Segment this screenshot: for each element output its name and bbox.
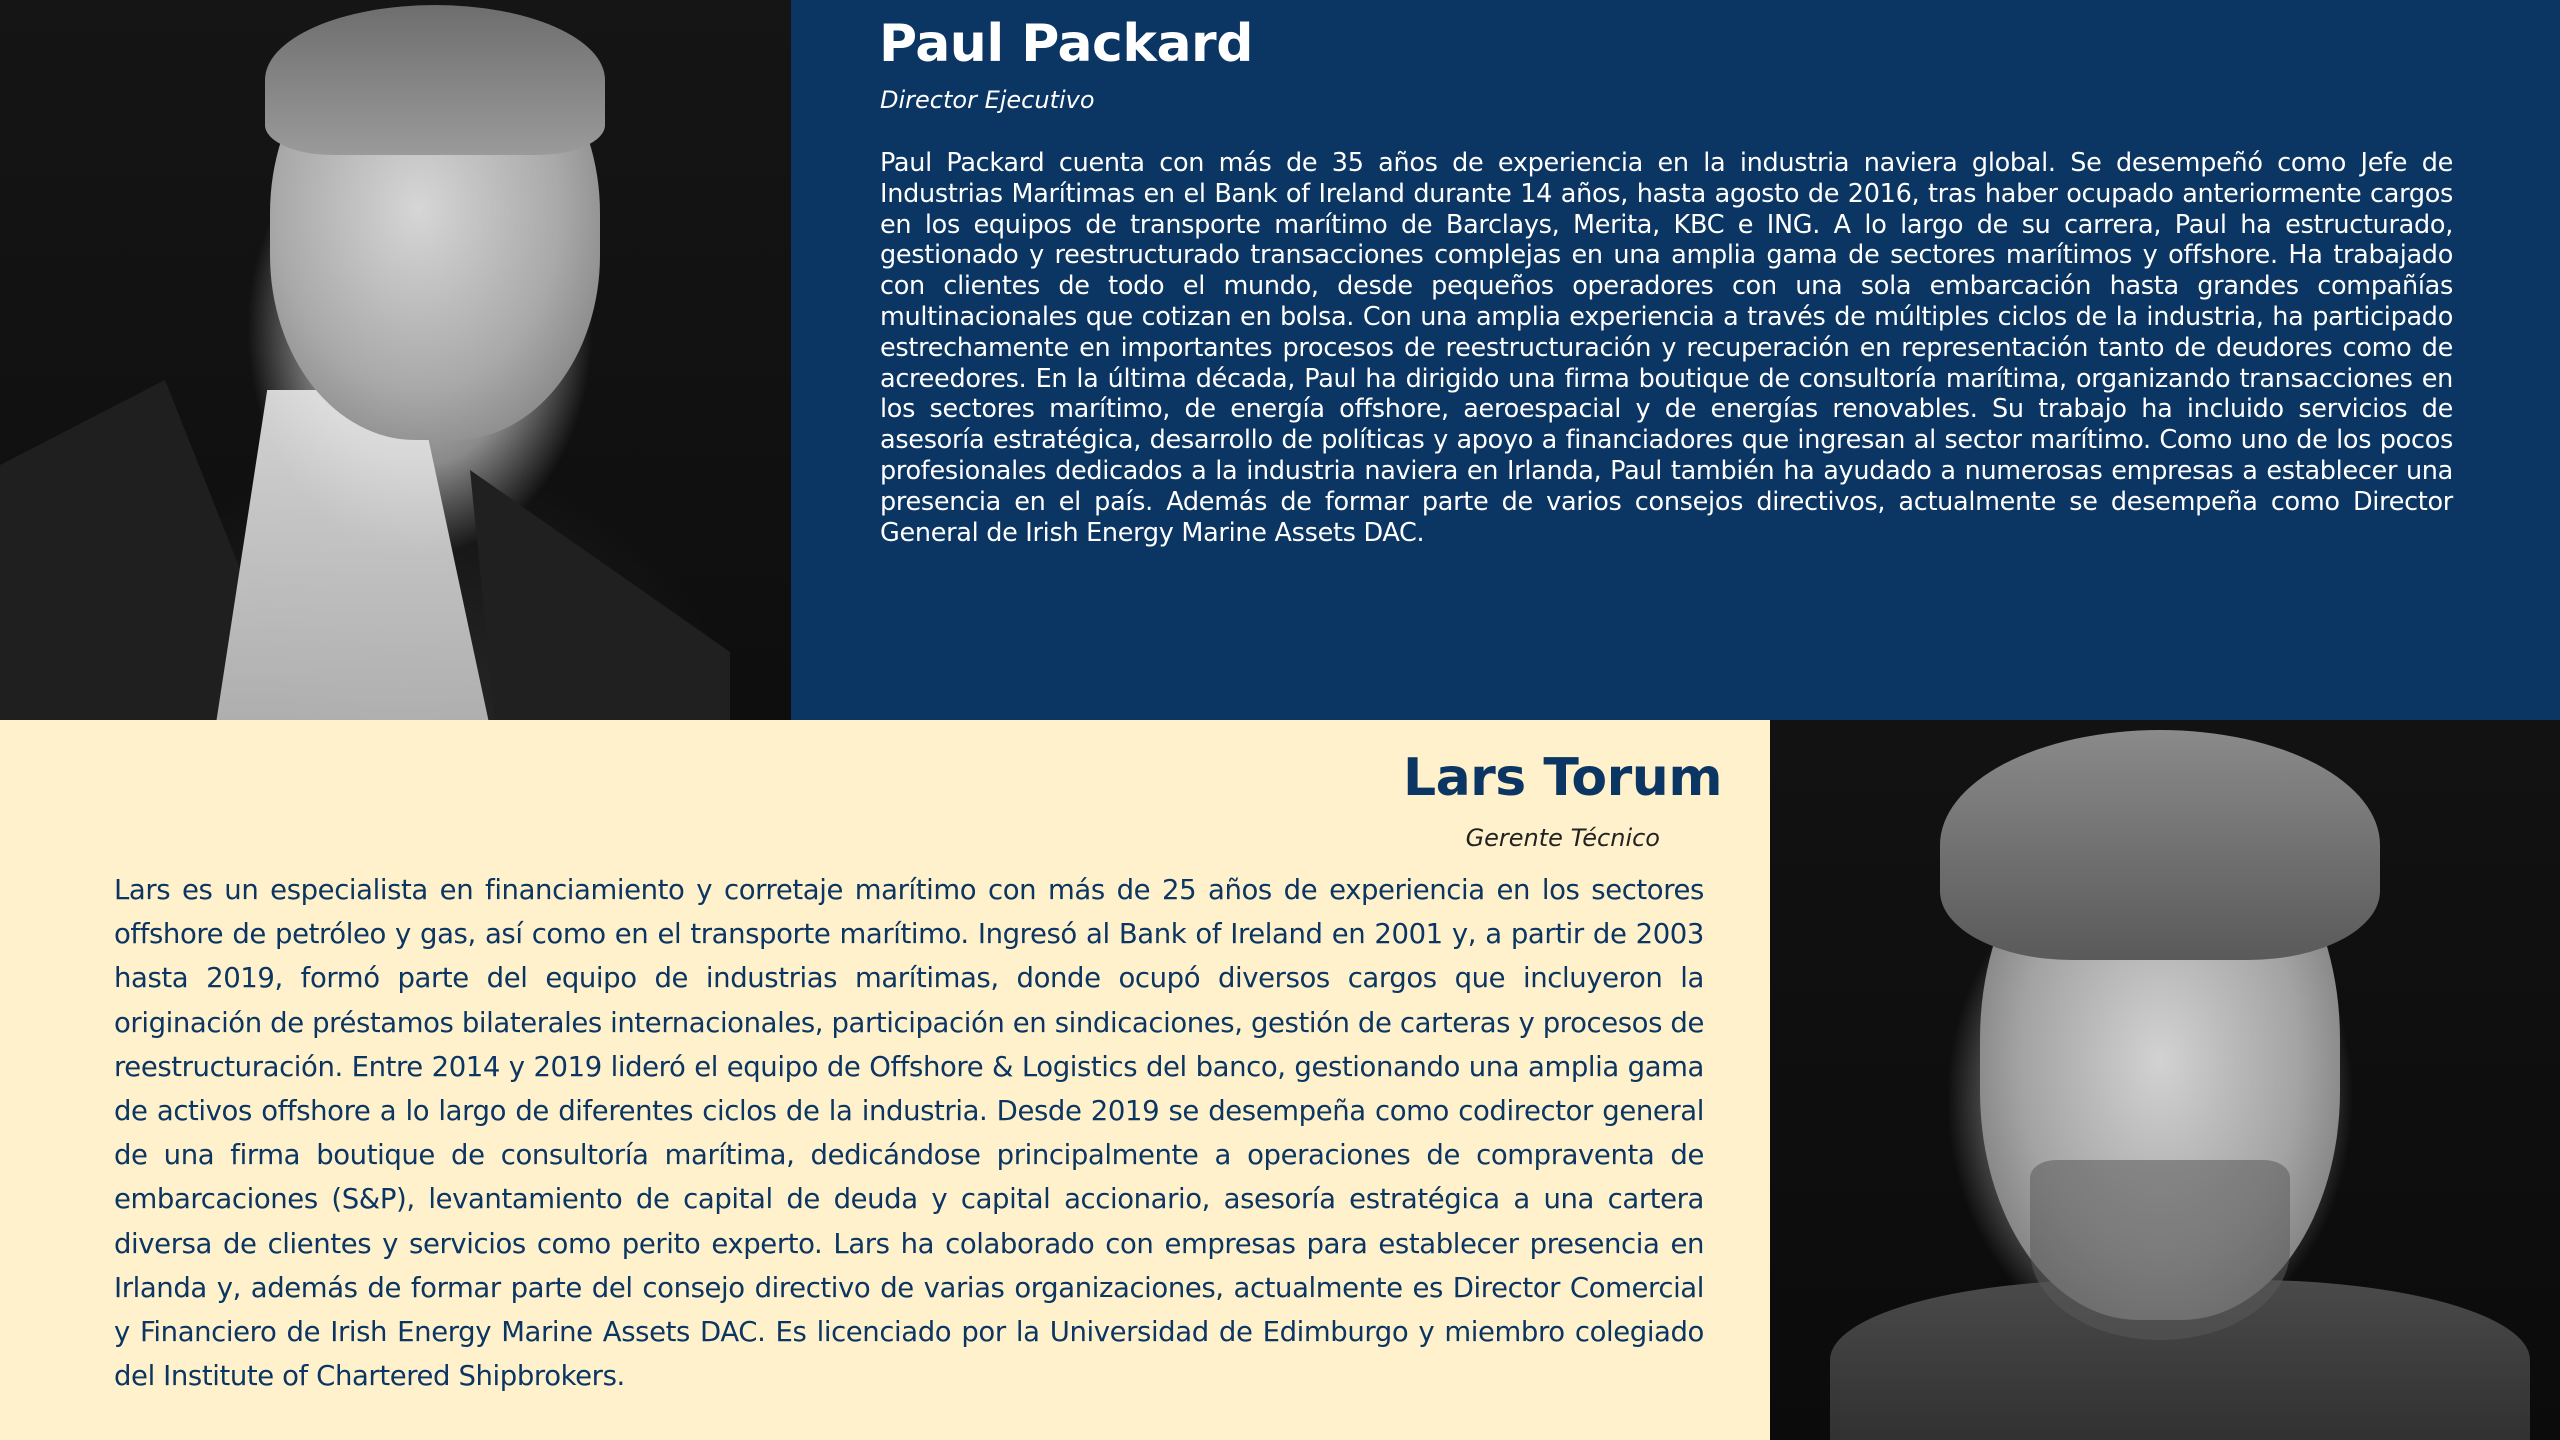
profile-name: Paul Packard — [879, 14, 1253, 74]
profile-bio: Paul Packard cuenta con más de 35 años de experiencia en la industria naviera global. Se desempeñó como Jefe de Industrias Marítimas en el Bank of Ireland durante 14 años, hasta agosto de 2016, tras haber ocupado anteriormente cargos en los equipos de transporte marítimo de Barclays, Merita, KBC e ING. A lo largo de su carrera, Paul ha estructurado, gestionado y reestructurado transacciones complejas en una amplia gama de sectores marítimos y offshore. Ha trabajado con clientes de todo el mundo, desde pequeños operadores con una sola embarcación hasta grandes compañías multinacionales que cotizan en bolsa. Con una amplia experiencia a través de múltiples ciclos de la industria, ha participado estrechamente en importantes procesos de reestructuración y recuperación en representación tanto de deudores como de acreedores. En la última década, Paul ha dirigido una firma boutique de consultoría marítima, organizando transacciones en los sectores marítimo, de energía offshore, aeroespacial y de energías renovables. Su trabajo ha incluido servicios de asesoría estratégica, desarrollo de políticas y apoyo a financiadores que ingresan al sector marítimo. Como uno de los pocos profesionales dedicados a la industria naviera en Irlanda, Paul también ha ayudado a numerosas empresas a establecer una presencia en el país. Además de formar parte de varios consejos directivos, actualmente se desempeña como Director General de Irish Energy Marine Assets DAC. — [880, 148, 2453, 548]
photo-hair-shape — [1940, 730, 2380, 960]
photo-jacket-shape — [470, 470, 730, 720]
profile-name: Lars Torum — [1402, 748, 1722, 808]
lars-torum-photo — [1770, 720, 2560, 1440]
profile-role: Gerente Técnico — [1465, 824, 1660, 852]
paul-packard-photo — [0, 0, 791, 720]
profile-bio: Lars es un especialista en financiamiento y corretaje marítimo con más de 25 años de experiencia en los sectores offshore de petróleo y gas, así como en el transporte marítimo. Ingresó al Bank of Ireland en 2001 y, a partir de 2003 hasta 2019, formó parte del equipo de industrias marítimas, donde ocupó diversos cargos que incluyeron la originación de préstamos bilaterales internacionales, participación en sindicaciones, gestión de carteras y procesos de reestructuración. Entre 2014 y 2019 lideró el equipo de Offshore & Logistics del banco, gestionando una amplia gama de activos offshore a lo largo de diferentes ciclos de la industria. Desde 2019 se desempeña como codirector general de una firma boutique de consultoría marítima, dedicándose principalmente a operaciones de compraventa de embarcaciones (S&P), levantamiento de capital de deuda y capital accionario, asesoría estratégica a una cartera diversa de clientes y servicios como perito experto. Lars ha colaborado con empresas para establecer presencia en Irlanda y, además de formar parte del consejo directivo de varias organizaciones, actualmente es Director Comercial y Financiero de Irish Energy Marine Assets DAC. Es licenciado por la Universidad de Edimburgo y miembro colegiado del Institute of Chartered Shipbrokers. — [114, 874, 1704, 1393]
profile-role: Director Ejecutivo — [880, 86, 1095, 114]
photo-hair-shape — [265, 5, 605, 155]
photo-beard-shape — [2030, 1160, 2290, 1340]
